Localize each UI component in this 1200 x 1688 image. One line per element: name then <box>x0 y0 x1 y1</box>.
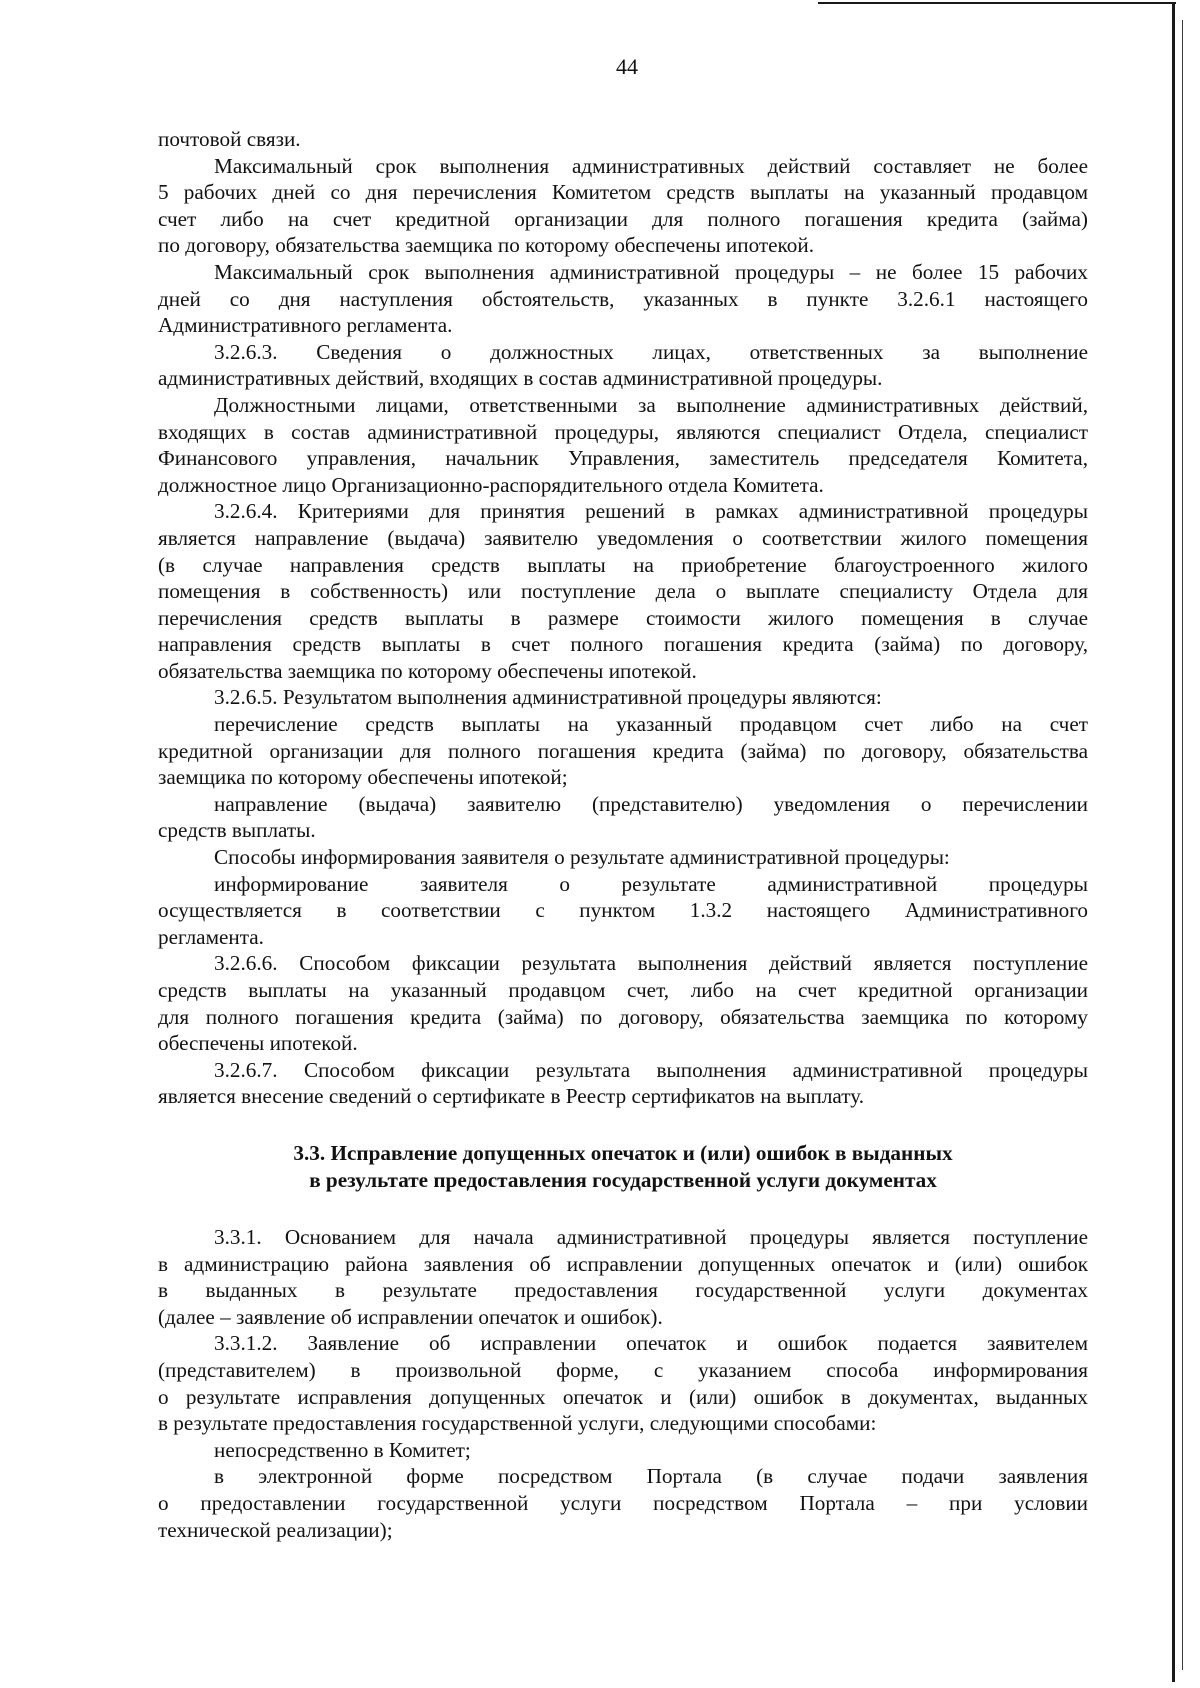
text-line: (в случае направления средств выплаты на приобретение благоустроенного жилого <box>158 552 1088 577</box>
scan-border-top <box>818 2 1176 4</box>
text-line: обеспечены ипотекой. <box>158 1031 358 1056</box>
text-line: технической реализации); <box>158 1517 393 1542</box>
text-line: для полного погашения кредита (займа) по договору, обязательства заемщика по которому <box>158 1004 1088 1029</box>
text-line: в результате предоставления государственной услуги, следующими способами: <box>158 1411 877 1436</box>
text-block-a <box>158 126 1088 1110</box>
text-line: Максимальный срок выполнения административных действий составляет не более <box>214 153 1088 178</box>
text-line: кредитной организации для полного погашения кредита (займа) по договору, обязательства <box>158 738 1088 763</box>
text-line: в электронной форме посредством Портала (в случае подачи заявления <box>214 1464 1088 1489</box>
text-line: средств выплаты на указанный продавцом счет, либо на счет кредитной организации <box>158 978 1088 1002</box>
text-line: осуществляется в соответствии с пунктом 1.3.2 настоящего Административного <box>158 898 1088 923</box>
text-line: перечисления средств выплаты в размере стоимости жилого помещения в случае <box>158 605 1088 630</box>
text-line: 3.2.6.3. Сведения о должностных лицах, ответственных за выполнение <box>214 339 1088 364</box>
text-line: 5 рабочих дней со дня перечисления Комитетом средств выплаты на указанный продавцом <box>158 180 1088 205</box>
text-line: заемщика по которому обеспечены ипотекой; <box>158 765 568 790</box>
text-line: по договору, обязательства заемщика по которому обеспечены ипотекой. <box>158 233 815 258</box>
text-line: средств выплаты. <box>158 818 316 843</box>
text-line: обязательства заемщика по которому обеспечены ипотекой. <box>158 658 697 683</box>
text-line: является внесение сведений о сертификате в Реестр сертификатов на выплату. <box>158 1084 865 1109</box>
text-line: Финансового управления, начальник Управления, заместитель председателя Комитета, <box>158 446 1088 471</box>
text-line: должностное лицо Организационно-распорядительного отдела Комитета. <box>158 472 824 497</box>
text-line: административных действий, входящих в состав административной процедуры. <box>158 366 883 391</box>
text-line: в выданных в результате предоставления государственной услуги документах <box>158 1278 1088 1303</box>
text-line: дней со дня наступления обстоятельств, указанных в пункте 3.2.6.1 настоящего <box>158 286 1088 311</box>
text-line: (представителем) в произвольной форме, с указанием способа информирования <box>158 1357 1088 1382</box>
text-line: помещения в собственность) или поступление дела о выплате специалисту Отдела для <box>158 579 1088 604</box>
scan-border-right-inner <box>1182 20 1183 1670</box>
text-line: в администрацию района заявления об исправлении допущенных опечаток и (или) ошибок <box>158 1251 1088 1276</box>
text-line: Административного регламента. <box>158 313 453 338</box>
document-body <box>158 126 1088 1543</box>
text-line: 3.2.6.5. Результатом выполнения административной процедуры являются: <box>214 685 882 710</box>
scan-border-right <box>1172 2 1175 1682</box>
text-line: Максимальный срок выполнения административной процедуры – не более 15 рабочих <box>214 259 1088 284</box>
text-line: 3.2.6.7. Способом фиксации результата выполнения административной процедуры <box>214 1057 1088 1082</box>
text-line: регламента. <box>158 924 264 949</box>
section-heading <box>158 1140 1088 1194</box>
text-line: является направление (выдача) заявителю уведомления о соответствии жилого помещения <box>158 525 1088 550</box>
text-line: перечисление средств выплаты на указанный продавцом счет либо на счет <box>214 712 1088 737</box>
text-line: 3.3.1.2. Заявление об исправлении опечаток и ошибок подается заявителем <box>214 1331 1088 1356</box>
text-line: счет либо на счет кредитной организации для полного погашения кредита (займа) <box>158 206 1088 231</box>
text-line: почтовой связи. <box>158 127 301 151</box>
text-line: 3.2.6.6. Способом фиксации результата выполнения действий является поступление <box>214 951 1088 976</box>
text-line: направление (выдача) заявителю (представителю) уведомления о перечислении <box>214 791 1088 816</box>
text-line: (далее – заявление об исправлении опечаток и ошибок). <box>158 1304 663 1329</box>
text-line: информирование заявителя о результате административной процедуры <box>214 871 1088 896</box>
section-heading-line-2: в результате предоставления государственной услуги документах <box>309 1167 937 1192</box>
text-block-b <box>158 1224 1088 1543</box>
text-line: 3.3.1. Основанием для начала административной процедуры является поступление <box>214 1224 1088 1249</box>
section-heading-line-1: 3.3. Исправление допущенных опечаток и (или) ошибок в выданных <box>293 1140 953 1165</box>
text-line: непосредственно в Комитет; <box>214 1437 471 1462</box>
text-line: направления средств выплаты в счет полного погашения кредита (займа) по договору, <box>158 632 1088 657</box>
text-line: о предоставлении государственной услуги посредством Портала – при условии <box>158 1490 1088 1515</box>
text-line: Способы информирования заявителя о результате административной процедуры: <box>214 845 950 870</box>
page-number: 44 <box>616 54 638 79</box>
text-line: 3.2.6.4. Критериями для принятия решений в рамках административной процедуры <box>214 499 1088 524</box>
text-line: о результате исправления допущенных опечаток и (или) ошибок в документах, выданных <box>158 1384 1088 1409</box>
text-line: Должностными лицами, ответственными за выполнение административных действий, <box>214 392 1088 417</box>
text-line: входящих в состав административной процедуры, являются специалист Отдела, специалист <box>158 419 1088 444</box>
